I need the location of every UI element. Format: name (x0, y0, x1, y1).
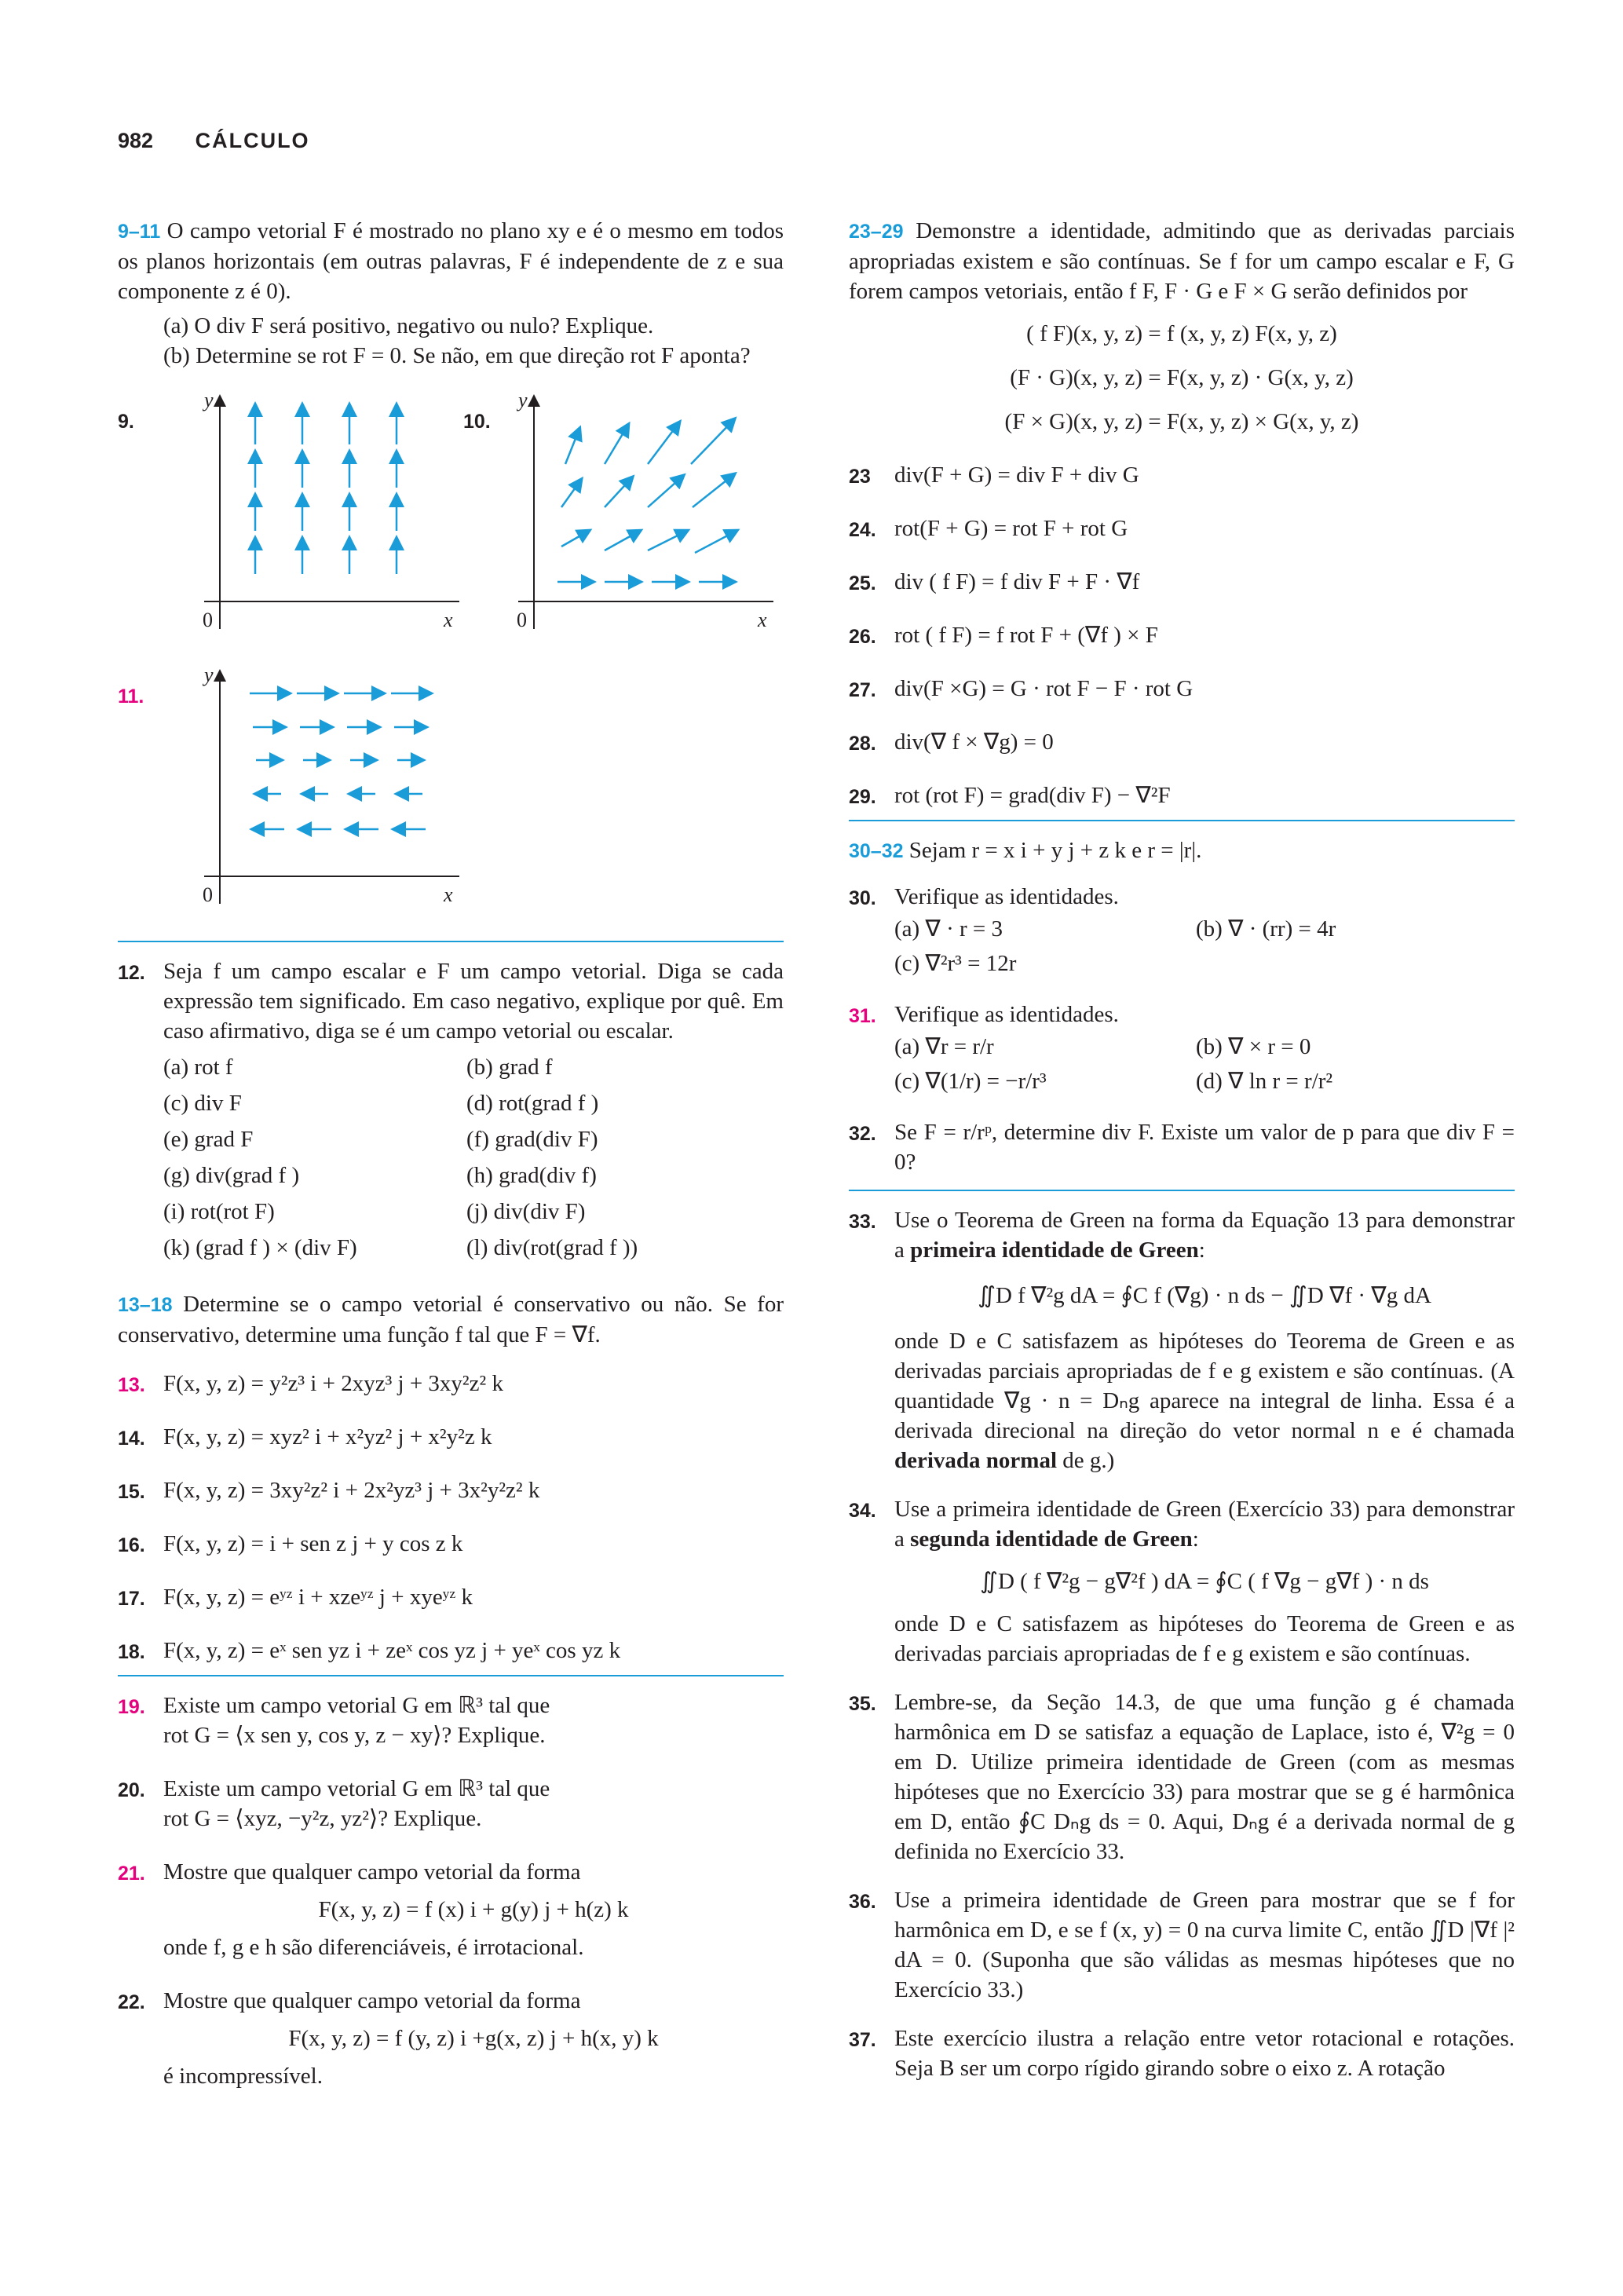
ex19-l1: Existe um campo vetorial G em ℝ³ tal que (163, 1693, 550, 1718)
ex12-item: (k) (grad f ) × (div F) (163, 1235, 357, 1260)
ex20-l2: rot G = ⟨xyz, −y²z, yz²⟩? Explique. (163, 1806, 482, 1831)
ex33-body: onde D e C satisfazem as hipóteses do Teorema de Green e as derivadas parciais apropriadas de f e g existem e são contínuas. (A quantidade ∇g · n = Dₙg aparece na integral de linha. Essa é a derivada direcional na direção do vetor normal n e é chamada (894, 1329, 1515, 1443)
exercise-28 (849, 727, 1515, 757)
ex12-item: (j) div(div F) (466, 1199, 586, 1224)
ex23-29-range: 23–29 (849, 221, 904, 243)
ex22-num: 22. (118, 1991, 145, 2013)
plot-10-x: x (758, 609, 767, 631)
plot-11-label: 11. (118, 686, 144, 707)
ex24-text: rot(F + G) = rot F + rot G (894, 516, 1128, 541)
ex14-text: F(x, y, z) = xyz² i + x²yz² j + x²y²z k (163, 1424, 492, 1450)
def-fF: ( f F)(x, y, z) = f (x, y, z) F(x, y, z) (1026, 321, 1337, 346)
ex28-text: div(∇ f × ∇g) = 0 (894, 729, 1054, 755)
ex16-text: F(x, y, z) = i + sen z j + y cos z k (163, 1531, 463, 1556)
ex24-num: 24. (849, 519, 876, 541)
ex12-item: (h) grad(div f) (466, 1163, 597, 1188)
exercise-15 (118, 1475, 784, 1505)
exercise-31 (849, 1000, 1515, 1099)
ex33-tail: de g.) (1062, 1448, 1115, 1473)
ex21-eq: F(x, y, z) = f (x) i + g(y) j + h(z) k (318, 1897, 629, 1922)
ex13-18-intro (118, 1289, 784, 1350)
exercise-34 (849, 1494, 1515, 1669)
ex32-text: Se F = r/rᵖ, determine div F. Existe um valor de p para que div F = 0? (894, 1120, 1515, 1175)
ex12-items (163, 1049, 784, 1266)
plot-9-origin: 0 (203, 609, 213, 631)
plot-9-x: x (444, 609, 453, 631)
plots-9-10 (118, 389, 784, 649)
ex12-item: (c) div F (163, 1091, 242, 1116)
ex12-text: Seja f um campo escalar e F um campo vetorial. Diga se cada expressão tem significado. Em caso negativo, explique por quê. Em caso afirmativo, diga se é um campo vetorial ou escalar. (163, 959, 784, 1044)
page-header (118, 126, 310, 155)
ex21-num: 21. (118, 1863, 145, 1885)
exercise-19 (118, 1691, 784, 1750)
ex34-num: 34. (849, 1500, 876, 1522)
exercise-30 (849, 882, 1515, 981)
ex30-num: 30. (849, 887, 876, 909)
plot-11-y: y (204, 664, 214, 686)
exercise-12 (118, 956, 784, 1266)
plot-9 (204, 389, 471, 641)
ex33-eq: ∬D f ∇²g dA = ∮C f (∇g) · n ds − ∬D ∇f · ∇g dA (978, 1283, 1431, 1308)
section-title: CÁLCULO (195, 129, 310, 152)
plot-11 (204, 664, 471, 916)
ex13-18-text: Determine se o campo vetorial é conservativo ou não. Se for conservativo, determine uma função f tal que F = ∇f. (118, 1292, 784, 1347)
ex32-num: 32. (849, 1123, 876, 1145)
exercise-27 (849, 674, 1515, 704)
ex30-a: (a) ∇ · r = 3 (894, 916, 1003, 941)
ex31-title: Verifique as identidades. (894, 1002, 1119, 1027)
ex14-num: 14. (118, 1428, 145, 1450)
ex19-l2: rot G = ⟨x sen y, cos y, z − xy⟩? Explique. (163, 1723, 546, 1748)
ex31-items (894, 1029, 1515, 1099)
ex29-text: rot (rot F) = grad(div F) − ∇²F (894, 783, 1171, 808)
exercise-29 (849, 781, 1515, 810)
ex33-num: 33. (849, 1211, 876, 1233)
ex12-num: 12. (118, 962, 145, 984)
ex13-num: 13. (118, 1374, 145, 1396)
divider (118, 941, 784, 942)
exercise-32 (849, 1117, 1515, 1177)
ex25-text: div ( f F) = f div F + F · ∇f (894, 569, 1140, 594)
ex18-num: 18. (118, 1641, 145, 1663)
plot-10-label: 10. (463, 411, 491, 433)
ex29-num: 29. (849, 786, 876, 808)
ex30-b: (b) ∇ · (rr) = 4r (1196, 916, 1336, 941)
ex16-num: 16. (118, 1534, 145, 1556)
ex30-32-text: Sejam r = x i + y j + z k e r = |r|. (908, 838, 1202, 863)
divider (849, 1190, 1515, 1191)
ex20-l1: Existe um campo vetorial G em ℝ³ tal que (163, 1776, 550, 1801)
exercise-24 (849, 514, 1515, 543)
exercise-16 (118, 1529, 784, 1559)
plot-9-label: 9. (118, 411, 134, 433)
left-column (118, 216, 784, 2108)
plot-10-y: y (518, 389, 528, 411)
ex12-item: (b) grad f (466, 1055, 553, 1080)
plot-11-x: x (444, 883, 453, 906)
ex34-intro: Use a primeira identidade de Green (Exercício 33) para demonstrar a (894, 1497, 1515, 1552)
ex20-num: 20. (118, 1779, 145, 1801)
plot-9-y: y (204, 389, 214, 411)
ex33-body-wrap (894, 1326, 1515, 1475)
ex34-colon: : (1192, 1526, 1199, 1552)
ex26-text: rot ( f F) = f rot F + (∇f ) × F (894, 623, 1158, 648)
ex25-num: 25. (849, 572, 876, 594)
ex36-text: Use a primeira identidade de Green para mostrar que se f for harmônica em D, e se f (x, y) = 0 na curva limite C, então ∬D |∇f |² dA = 0. (Suponha que são válidas as mesmas hipóteses que no Exercício 33.) (894, 1888, 1515, 2002)
ex23-29-intro (849, 216, 1515, 306)
ex22-l1: Mostre que qualquer campo vetorial da forma (163, 1988, 581, 2013)
exercise-36 (849, 1885, 1515, 2005)
ex9-11-text: O campo vetorial F é mostrado no plano xy e é o mesmo em todos os planos horizontais (em outras palavras, F é independente de z e sua componente z é 0). (118, 218, 784, 304)
ex33-bold: primeira identidade de Green (910, 1238, 1199, 1263)
exercise-17 (118, 1582, 784, 1612)
ex30-c: (c) ∇²r³ = 12r (894, 951, 1017, 976)
exercise-37 (849, 2024, 1515, 2083)
ex37-num: 37. (849, 2029, 876, 2051)
ex21-l2: onde f, g e h são diferenciáveis, é irrotacional. (163, 1935, 584, 1960)
exercise-13 (118, 1369, 784, 1398)
plot-10 (518, 389, 785, 641)
plot-11-wrap (118, 664, 784, 931)
ex30-32-intro (849, 835, 1515, 866)
def-FdotG: (F · G)(x, y, z) = F(x, y, z) · G(x, y, z) (1010, 365, 1354, 390)
ex13-18-range: 13–18 (118, 1294, 173, 1316)
ex31-d: (d) ∇ ln r = r/r² (1196, 1069, 1333, 1094)
exercise-25 (849, 567, 1515, 597)
exercise-14 (118, 1422, 784, 1452)
ex34-intro-wrap (894, 1494, 1515, 1554)
ex22-eq: F(x, y, z) = f (y, z) i +g(x, z) j + h(x, y) k (288, 2026, 659, 2051)
ex27-text: div(F ×G) = G · rot F − F · rot G (894, 676, 1193, 701)
ex12-item: (i) rot(rot F) (163, 1199, 275, 1224)
ex30-32-range: 30–32 (849, 840, 904, 862)
ex30-title: Verifique as identidades. (894, 884, 1119, 909)
exercise-23 (849, 460, 1515, 490)
exercise-18 (118, 1636, 784, 1665)
ex31-a: (a) ∇r = r/r (894, 1034, 994, 1059)
ex13-text: F(x, y, z) = y²z³ i + 2xyz³ j + 3xy²z² k (163, 1371, 503, 1396)
ex12-item: (g) div(grad f ) (163, 1163, 300, 1188)
ex18-text: F(x, y, z) = eˣ sen yz i + zeˣ cos yz j + yeˣ cos yz k (163, 1638, 621, 1663)
ex31-b: (b) ∇ × r = 0 (1196, 1034, 1311, 1059)
ex12-item: (a) rot f (163, 1055, 233, 1080)
ex33-intro-wrap (894, 1205, 1515, 1265)
ex19-num: 19. (118, 1696, 145, 1718)
ex12-item: (l) div(rot(grad f )) (466, 1235, 638, 1260)
ex21-l1: Mostre que qualquer campo vetorial da forma (163, 1859, 581, 1885)
exercise-26 (849, 620, 1515, 650)
ex37-text: Este exercício ilustra a relação entre vetor rotacional e rotações. Seja B ser um corpo rígido girando sobre o eixo z. A rotação (894, 2026, 1515, 2081)
ex30-items (894, 912, 1515, 981)
exercise-21 (118, 1857, 784, 1962)
ex15-num: 15. (118, 1481, 145, 1503)
exercise-20 (118, 1774, 784, 1834)
plot-11-origin: 0 (203, 883, 213, 906)
exercise-22 (118, 1986, 784, 2091)
divider (118, 1675, 784, 1676)
ex31-c: (c) ∇(1/r) = −r/r³ (894, 1069, 1047, 1094)
ex33-bold2: derivada normal (894, 1448, 1058, 1473)
ex23-text: div(F + G) = div F + div G (894, 462, 1139, 488)
ex9-11-a: (a) O div F será positivo, negativo ou nulo? Explique. (163, 313, 654, 338)
ex12-item: (d) rot(grad f ) (466, 1091, 599, 1116)
ex17-num: 17. (118, 1588, 145, 1610)
ex26-num: 26. (849, 626, 876, 648)
plot-10-origin: 0 (517, 609, 527, 631)
def-FcrossG: (F × G)(x, y, z) = F(x, y, z) × G(x, y, z) (1004, 409, 1359, 434)
ex22-l2: é incompressível. (163, 2064, 323, 2089)
ex15-text: F(x, y, z) = 3xy²z² i + 2x²yz³ j + 3x²y²z² k (163, 1478, 540, 1503)
ex23-num: 23 (849, 466, 871, 488)
ex9-11-range: 9–11 (118, 221, 161, 243)
divider (849, 820, 1515, 821)
ex28-num: 28. (849, 733, 876, 755)
ex34-bold: segunda identidade de Green (910, 1526, 1193, 1552)
exercise-33 (849, 1205, 1515, 1475)
ex31-num: 31. (849, 1005, 876, 1027)
ex27-num: 27. (849, 679, 876, 701)
ex12-item: (e) grad F (163, 1127, 254, 1152)
ex33-colon: : (1198, 1238, 1205, 1263)
ex34-eq: ∬D ( f ∇²g − g∇²f ) dA = ∮C ( f ∇g − g∇f ) · n ds (980, 1569, 1429, 1594)
ex9-11-intro (118, 216, 784, 306)
ex35-text: Lembre-se, da Seção 14.3, de que uma função g é chamada harmônica em D se satisfaz a equação de Laplace, isto é, ∇²g = 0 em D. Utilize primeira identidade de Green (com as mesmas hipóteses que no Exercício 33) para mostrar que se g é harmônica em D, então ∮C Dₙg ds = 0. Aqui, Dₙg é a derivada normal de g definida no Exercício 33. (894, 1690, 1515, 1864)
ex36-num: 36. (849, 1891, 876, 1913)
ex33-intro: Use o Teorema de Green na forma da Equação 13 para demonstrar a (894, 1208, 1515, 1263)
ex17-text: F(x, y, z) = eʸᶻ i + xzeʸᶻ j + xyeʸᶻ k (163, 1585, 473, 1610)
exercise-35 (849, 1687, 1515, 1866)
ex23-29-text: Demonstre a identidade, admitindo que as derivadas parciais apropriadas existem e são contínuas. Se f for um campo escalar e F, G forem campos vetoriais, então f F, F · G e F × G serão definidos por (849, 218, 1515, 304)
ex9-11-b: (b) Determine se rot F = 0. Se não, em que direção rot F aponta? (163, 343, 751, 368)
ex12-item: (f) grad(div F) (466, 1127, 598, 1152)
ex34-body: onde D e C satisfazem as hipóteses do Teorema de Green e as derivadas parciais apropriadas de f e g existem e são contínuas. (894, 1611, 1515, 1666)
right-column (849, 216, 1515, 2100)
ex35-num: 35. (849, 1693, 876, 1715)
page-number: 982 (118, 129, 154, 152)
